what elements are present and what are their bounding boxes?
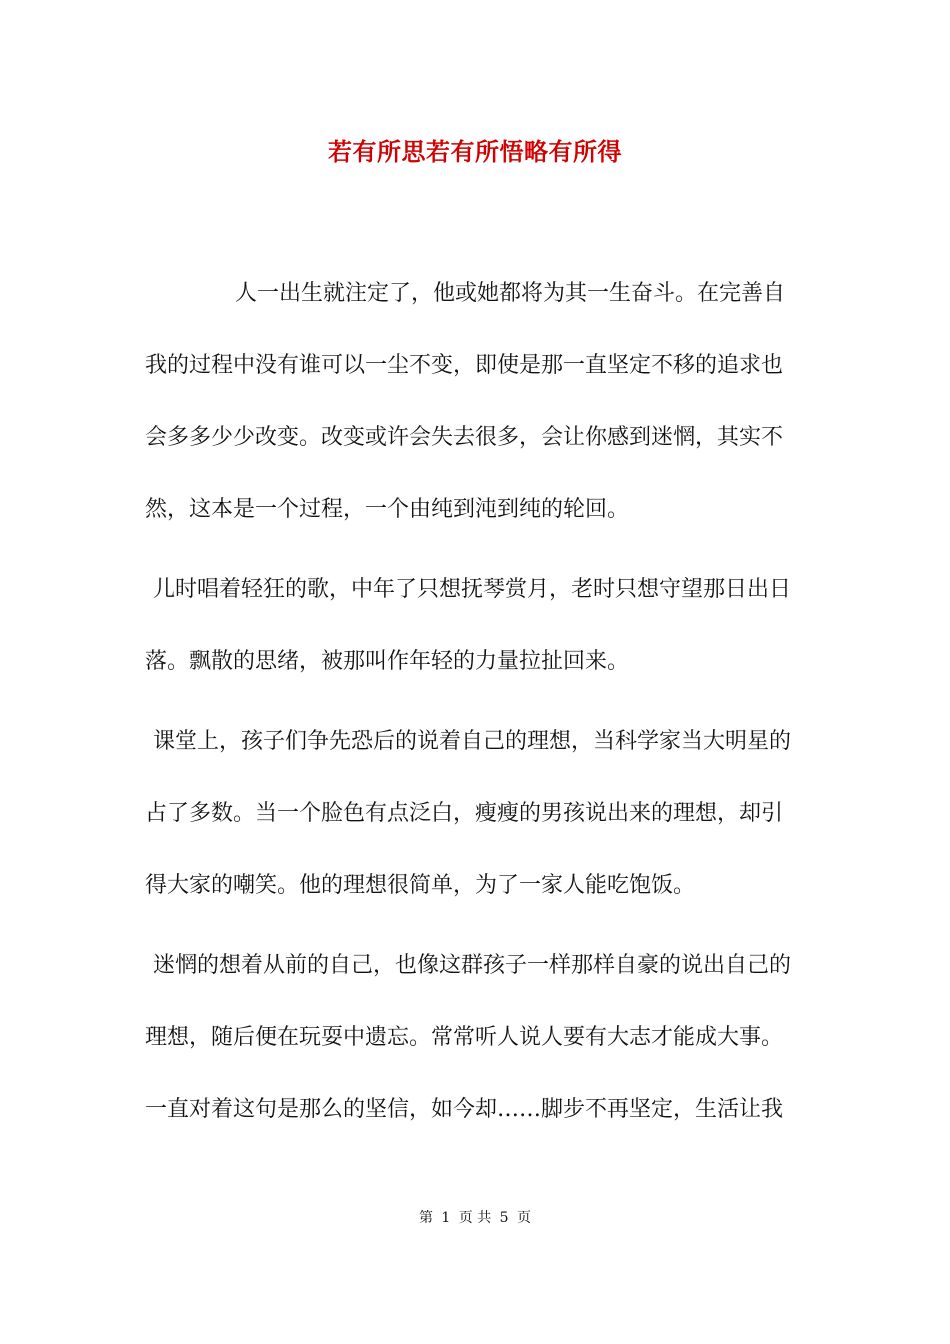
body-line: 儿时唱着轻狂的歌，中年了只想抚琴赏月，老时只想守望那日出日 bbox=[153, 577, 792, 602]
body-line: 会多多少少改变。改变或许会失去很多，会让你感到迷惘，其实不 bbox=[145, 425, 784, 450]
footer-suffix: 页 bbox=[517, 1210, 532, 1226]
body-line: 理想，随后便在玩耍中遗忘。常常听人说人要有大志才能成大事。 bbox=[145, 1025, 784, 1050]
footer-page-number: 1 bbox=[441, 1210, 451, 1226]
document-title: 若有所思若有所悟略有所得 bbox=[328, 137, 622, 166]
body-line: 得大家的嘲笑。他的理想很简单，为了一家人能吃饱饭。 bbox=[145, 873, 696, 898]
body-line: 落。飘散的思绪，被那叫作年轻的力量拉扯回来。 bbox=[145, 649, 630, 674]
body-line: 占了多数。当一个脸色有点泛白，瘦瘦的男孩说出来的理想，却引 bbox=[145, 801, 784, 826]
body-line: 迷惘的想着从前的自己，也像这群孩子一样那样自豪的说出自己的 bbox=[153, 953, 792, 978]
body-line: 一直对着这句是那么的坚信，如今却……脚步不再坚定，生活让我 bbox=[145, 1097, 784, 1122]
body-line: 然，这本是一个过程，一个由纯到沌到纯的轮回。 bbox=[145, 497, 630, 522]
footer-total-pages: 5 bbox=[499, 1210, 509, 1226]
page-footer bbox=[0, 1208, 950, 1228]
body-line: 课堂上，孩子们争先恐后的说着自己的理想，当科学家当大明星的 bbox=[153, 729, 792, 754]
body-line: 我的过程中没有谁可以一尘不变，即使是那一直坚定不移的追求也 bbox=[145, 353, 784, 378]
footer-middle: 页 共 bbox=[458, 1210, 492, 1226]
footer-prefix: 第 bbox=[418, 1210, 433, 1226]
body-line: 人一出生就注定了，他或她都将为其一生奋斗。在完善自 bbox=[235, 281, 786, 306]
